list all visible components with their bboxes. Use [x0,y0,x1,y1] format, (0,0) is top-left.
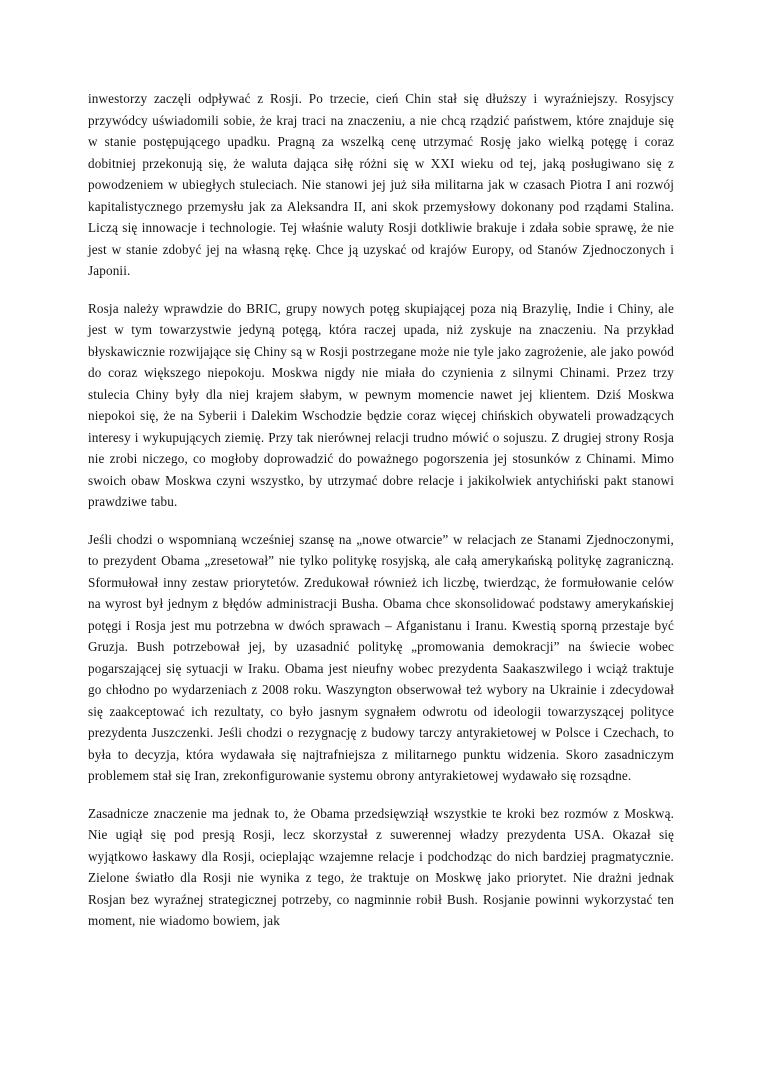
paragraph: Jeśli chodzi o wspomnianą wcześniej szansę na „nowe otwarcie” w relacjach ze Stanami Zjednoczonymi, to prezydent Obama „zresetował” nie tylko politykę rosyjską, ale całą amerykańską politykę zagraniczną. Sformułował inny zestaw priorytetów. Zredukował również ich liczbę, twierdząc, że formułowanie celów na wyrost był jednym z błędów administracji Busha. Obama chce skonsolidować podstawy amerykańskiej potęgi i Rosja jest mu potrzebna w dwóch sprawach – Afganistanu i Iranu. Kwestią sporną przestaje być Gruzja. Bush potrzebował jej, by uzasadnić politykę „promowania demokracji” na świecie wobec pogarszającej się sytuacji w Iraku. Obama jest nieufny wobec prezydenta Saakaszwilego i wciąż traktuje go chłodno po wydarzeniach z 2008 roku. Waszyngton obserwował też wybory na Ukrainie i zdecydował się zaakceptować ich rezultaty, co było jasnym sygnałem odwrotu od ideologii towarzyszącej polityce prezydenta Juszczenki. Jeśli chodzi o rezygnację z budowy tarczy antyrakietowej w Polsce i Czechach, to była to decyzja, która wydawała się najtrafniejsza z militarnego punktu widzenia. Skoro zasadniczym problemem stał się Iran, zrekonfigurowanie systemu obrony antyrakietowej wydawało się rozsądne. [88,531,674,783]
paragraph: Rosja należy wprawdzie do BRIC, grupy nowych potęg skupiającej poza nią Brazylię, Indie i Chiny, ale jest w tym towarzystwie jedyną potęgą, która raczej upada, niż zyskuje na znaczeniu. Na przykład błyskawicznie rozwijające się Chiny są w Rosji postrzegane może nie tyle jako zagrożenie, ale jako powód do coraz większego niepokoju. Moskwa nigdy nie miała do czynienia z silnymi Chinami. Przez trzy stulecia Chiny były dla niej krajem słabym, w pewnym momencie nawet jej klientem. Dziś Moskwa niepokoi się, że na Syberii i Dalekim Wschodzie będzie coraz więcej chińskich obywateli prowadzących interesy i wykupujących ziemię. Przy tak nierównej relacji trudno mówić o sojuszu. Z drugiej strony Rosja nie zrobi niczego, co mogłoby doprowadzić do poważnego pogorszenia jej stosunków z Chinami. Mimo swoich obaw Moskwa czyni wszystko, by utrzymać dobre relacje i jakikolwiek antychiński pakt stanowi prawdziwe tabu. [88,300,674,509]
document-body [88,88,674,932]
paragraph: Zasadnicze znaczenie ma jednak to, że Obama przedsięwziął wszystkie te kroki bez rozmów z Moskwą. Nie ugiął się pod presją Rosji, lecz skorzystał z suwerennej władzy prezydenta USA. Okazał się wyjątkowo łaskawy dla Rosji, ocieplając wzajemne relacje i podchodząc do nich bardziej pragmatycznie. Zielone światło dla Rosji nie wynika z tego, że traktuje on Moskwę jako priorytet. Nie drażni jednak Rosjan bez wyraźnej strategicznej potrzeby, co nagminnie robił Bush. Rosjanie powinni wykorzystać ten moment, nie wiadomo bowiem, jak [88,805,674,928]
paragraph: inwestorzy zaczęli odpływać z Rosji. Po trzecie, cień Chin stał się dłuższy i wyraźniejszy. Rosyjscy przywódcy uświadomili sobie, że kraj traci na znaczeniu, a nie chcą rządzić państwem, które znajduje się w stanie postępującego upadku. Pragną za wszelką cenę utrzymać Rosję jako wielką potęgę i coraz dobitniej przekonują się, że waluta dająca siłę różni się w XXI wieku od tej, jaką posługiwano się z powodzeniem w ubiegłych stuleciach. Nie stanowi jej już siła militarna jak w czasach Piotra I ani rozwój kapitalistycznego przemysłu jak za Aleksandra II, ani skok przemysłowy dokonany pod rządami Stalina. Liczą się innowacje i technologie. Tej właśnie waluty Rosji dotkliwie brakuje i zdała sobie sprawę, że nie jest w stanie zdobyć jej na własną rękę. Chce ją uzyskać od krajów Europy, od Stanów Zjednoczonych i Japonii. [88,91,674,278]
